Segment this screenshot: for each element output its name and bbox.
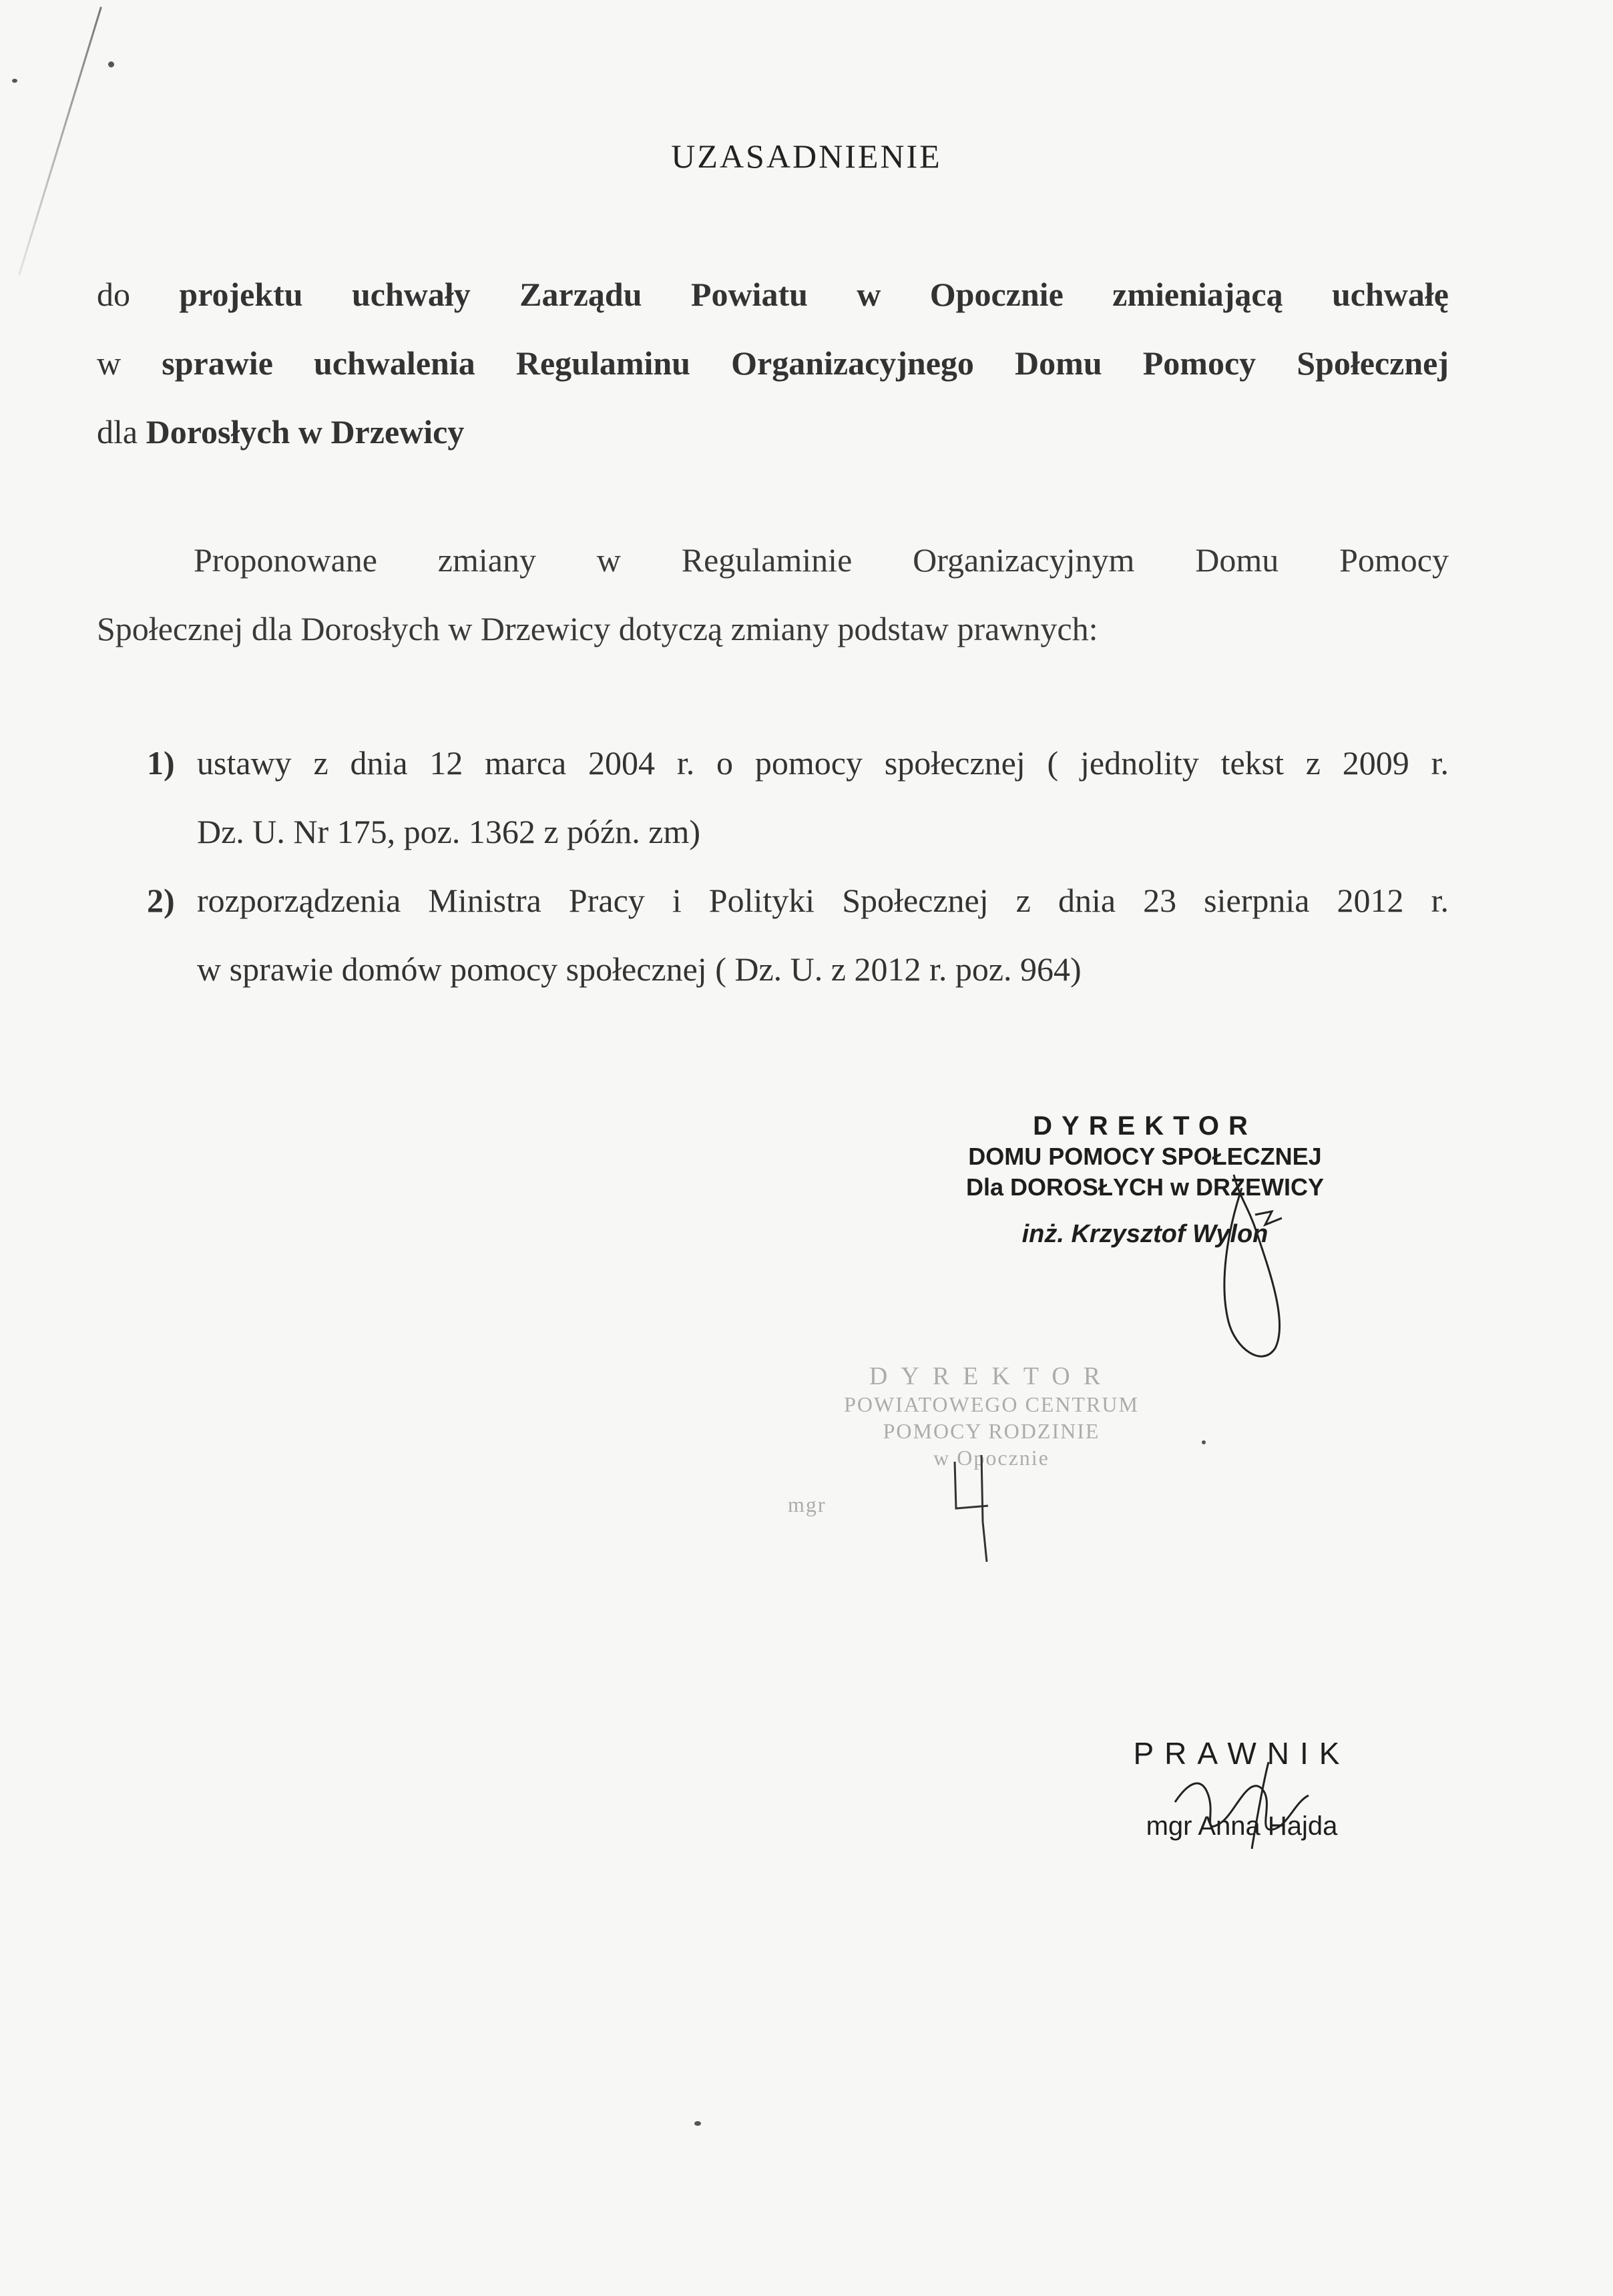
subject-line-3 (97, 398, 1449, 467)
stamp-title: DYREKTOR (869, 1362, 1114, 1390)
list-item-line-1: ustawy z dnia 12 marca 2004 r. o pomocy społecznej ( jednolity tekst z 2009 r. (197, 744, 1449, 782)
stamp-line: POWIATOWEGO CENTRUM (844, 1392, 1139, 1416)
faded-signature (935, 1448, 1068, 1582)
paragraph-line-1: Proponowane zmiany w Regulaminie Organizacyjnym Domu Pomocy (194, 541, 1449, 579)
list-item-line-1: rozporządzenia Ministra Pracy i Polityki Społecznej z dnia 23 sierpnia 2012 r. (197, 882, 1449, 919)
document-title: UZASADNIENIE (671, 137, 942, 175)
stamp-line: w Opocznie (933, 1446, 1050, 1470)
scan-speck (12, 79, 17, 83)
subject-line-2-lead: w (97, 344, 122, 382)
stamp-name: inż. Krzysztof Wylon (1021, 1220, 1269, 1248)
body-paragraph (97, 526, 1449, 663)
list-item-line-2: w sprawie domów pomocy społecznej ( Dz. U. z 2012 r. poz. 964) (197, 950, 1082, 988)
stamp-line: POMOCY RODZINIE (883, 1419, 1100, 1443)
stamp-line: DOMU POMOCY SPOŁECZNEJ (968, 1143, 1322, 1170)
list-item-number: 1) (147, 744, 175, 782)
subject-line-2 (97, 329, 1449, 398)
legal-basis-list (147, 729, 1449, 1004)
scan-speck (108, 61, 114, 67)
scan-speck (694, 2121, 701, 2126)
subject-line-1 (97, 260, 1449, 329)
document-subject (97, 260, 1449, 467)
list-item-line-2: Dz. U. Nr 175, poz. 1362 z późn. zm) (197, 813, 700, 850)
list-item (147, 866, 1449, 1004)
stamp-title: DYREKTOR (1033, 1111, 1257, 1141)
paragraph-line-2: Społecznej dla Dorosłych w Drzewicy dotyczą zmiany podstaw prawnych: (97, 610, 1098, 647)
stamp-name: mgr Anna Hajda (1146, 1811, 1338, 1841)
subject-line-2-text: sprawie uchwalenia Regulaminu Organizacyjnego Domu Pomocy Społecznej (162, 344, 1449, 382)
subject-line-1-text: projektu uchwały Zarządu Powiatu w Opocznie zmieniającą uchwałę (179, 276, 1449, 313)
subject-line-1-lead: do (97, 276, 130, 313)
stamp-line: Dla DOROSŁYCH w DRZEWICY (965, 1173, 1325, 1201)
subject-line-3-text: Dorosłych w Drzewicy (146, 413, 465, 451)
stamp-title: PRAWNIK (1133, 1736, 1351, 1771)
list-item (147, 729, 1449, 866)
subject-line-3-lead: dla (97, 413, 138, 451)
lawyer-signature (1162, 1749, 1362, 1882)
list-item-number: 2) (147, 882, 175, 919)
stamp-name: mgr (788, 1492, 827, 1516)
